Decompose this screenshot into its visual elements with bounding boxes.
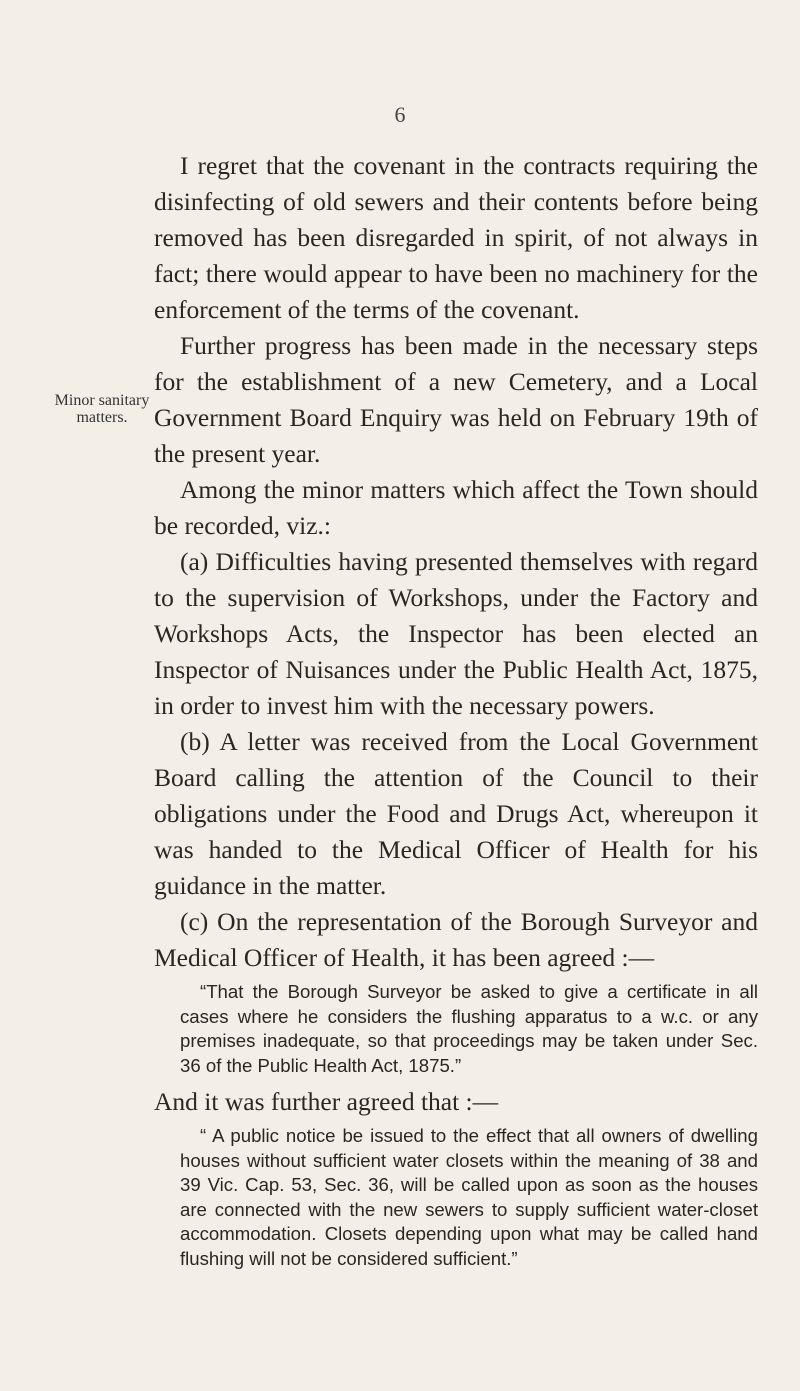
paragraph-minor-matters: Among the minor matters which affect the Town should be recorded, viz.: xyxy=(154,475,758,540)
quote-borough-surveyor: “That the Borough Surveyor be asked to give a certificate in all cases where he considers the flushing apparatus to a w.c. or any premises inadequate, so that proceedings may be taken under Sec. 36 of the Public Health Act, 1875.” xyxy=(180,981,758,1076)
margin-note-line-2: matters. xyxy=(76,409,128,426)
body-text xyxy=(154,148,758,1277)
margin-note-line-1: Minor sanitary xyxy=(54,392,150,409)
paragraph-covenant: I regret that the covenant in the contracts requiring the disinfecting of old sewers and their contents before being removed has been disregarded in spirit, of not always in fact; there would appear to have been no machinery for the enforcement of the terms of the covenant. xyxy=(154,151,758,324)
paragraph-item-c: (c) On the representation of the Borough Surveyor and Medical Officer of Health, it has been agreed :— xyxy=(154,907,758,972)
paragraph-item-a: (a) Difficulties having presented themselves with regard to the supervision of Workshops, under the Factory and Workshops Acts, the Inspector has been elected an Inspector of Nuisances under the Public Health Act, 1875, in order to invest him with the necessary powers. xyxy=(154,547,758,720)
quote-public-notice: “ A public notice be issued to the effect that all owners of dwelling houses without sufficient water closets within the meaning of 38 and 39 Vic. Cap. 53, Sec. 36, will be called upon as soon as the houses are connected with the new sewers to supply sufficient water-closet accommodation. Closets depending upon what may be called hand flushing will not be considered sufficient.” xyxy=(180,1125,758,1269)
paragraph-further-agreed: And it was further agreed that :— xyxy=(154,1087,499,1116)
paragraph-cemetery: Further progress has been made in the necessary steps for the establishment of a new Cemetery, and a Local Government Board Enquiry was held on February 19th of the present year. xyxy=(154,331,758,468)
paragraph-item-b: (b) A letter was received from the Local Government Board calling the attention of the Council to their obligations under the Food and Drugs Act, whereupon it was handed to the Medical Officer of Health for his guidance in the matter. xyxy=(154,727,758,900)
page-number: 6 xyxy=(394,102,406,127)
margin-note xyxy=(50,392,154,426)
